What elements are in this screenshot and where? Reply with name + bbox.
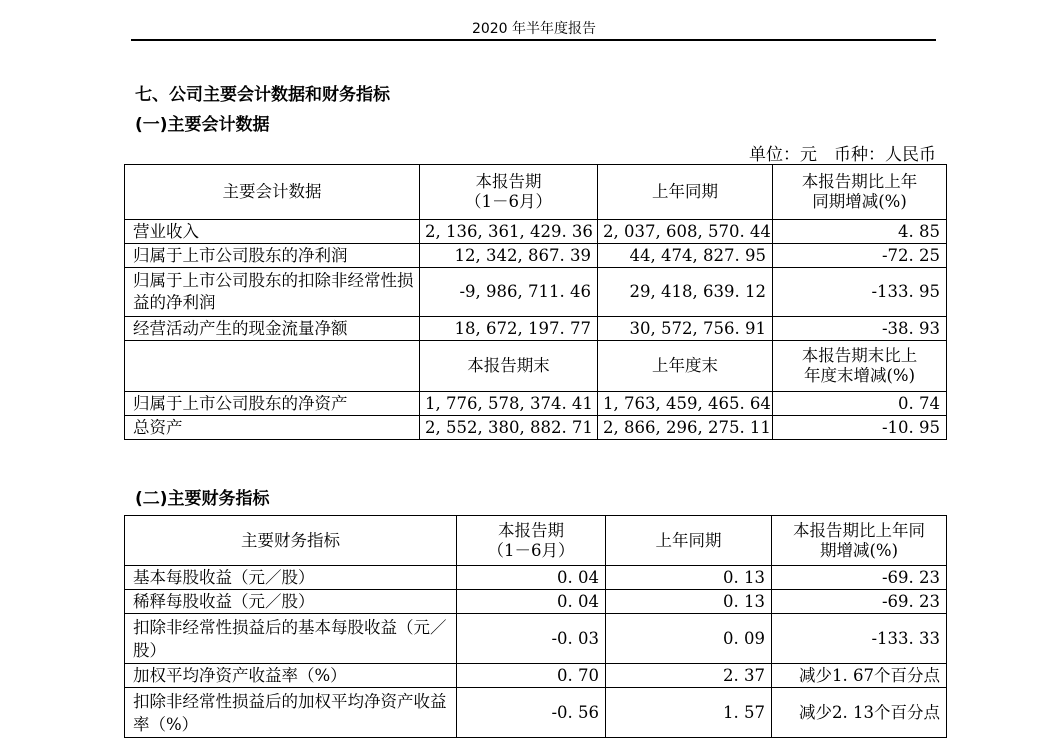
- row-label: 归属于上市公司股东的净利润: [125, 244, 420, 268]
- row-label: 基本每股收益（元／股）: [125, 566, 457, 590]
- header-line: 年度末增减(%): [803, 366, 916, 385]
- current-value: 1, 776, 578, 374. 41: [420, 392, 598, 416]
- current-value: 18, 672, 197. 77: [420, 317, 598, 341]
- prior-value: 0. 13: [606, 566, 772, 590]
- table-row: [125, 244, 947, 268]
- header-cell: [773, 341, 947, 392]
- header-line: 本报告期: [475, 172, 542, 191]
- header-cell: [420, 165, 598, 220]
- header-cell: 主要财务指标: [125, 516, 457, 566]
- table-header-row: [125, 165, 947, 220]
- financial-indicators-table: [124, 515, 947, 738]
- row-label: 归属于上市公司股东的扣除非经常性损益的净利润: [125, 268, 420, 317]
- section-title: 七、公司主要会计数据和财务指标: [135, 85, 390, 105]
- header-divider: [131, 39, 936, 41]
- prior-value: 30, 572, 756. 91: [598, 317, 773, 341]
- current-value: 2, 552, 380, 882. 71: [420, 416, 598, 440]
- table-row: [125, 416, 947, 440]
- prior-value: 44, 474, 827. 95: [598, 244, 773, 268]
- header-cell: [457, 516, 606, 566]
- prior-value: 1, 763, 459, 465. 64: [598, 392, 773, 416]
- table-subheader-row: [125, 341, 947, 392]
- current-value: 2, 136, 361, 429. 36: [420, 220, 598, 244]
- accounting-data-table: [124, 164, 947, 440]
- prior-value: 2, 866, 296, 275. 11: [598, 416, 773, 440]
- table-row: [125, 590, 947, 614]
- report-header: 2020 年半年度报告: [471, 21, 597, 37]
- header-line: 本报告期: [498, 520, 564, 540]
- header-line: 本报告期比上年同: [793, 520, 925, 540]
- prior-value: 2, 037, 608, 570. 44: [598, 220, 773, 244]
- header-cell: 上年同期: [598, 165, 773, 220]
- header-cell: [125, 341, 420, 392]
- prior-value: 2. 37: [606, 664, 772, 688]
- table-row: [125, 392, 947, 416]
- prior-value: 0. 13: [606, 590, 772, 614]
- table-row: [125, 664, 947, 688]
- header-line: 本报告期比上年: [801, 172, 918, 191]
- current-value: 12, 342, 867. 39: [420, 244, 598, 268]
- subsection-title-financial: (二)主要财务指标: [135, 489, 270, 509]
- header-line: （1－6月）: [487, 540, 575, 560]
- current-value: -0. 03: [457, 614, 606, 664]
- table-row: [125, 614, 947, 664]
- header-cell: 主要会计数据: [125, 165, 420, 220]
- header-cell: 上年度末: [598, 341, 773, 392]
- unit-currency-note: 单位：元 币种：人民币: [749, 145, 936, 165]
- table-row: [125, 566, 947, 590]
- prior-value: 29, 418, 639. 12: [598, 268, 773, 317]
- subsection-title-accounting: (一)主要会计数据: [135, 115, 270, 135]
- header-cell: [773, 165, 947, 220]
- row-label: 归属于上市公司股东的净资产: [125, 392, 420, 416]
- table-row: [125, 688, 947, 738]
- change-value: 减少1. 67个百分点: [772, 664, 947, 688]
- current-value: -9, 986, 711. 46: [420, 268, 598, 317]
- row-label: 稀释每股收益（元／股）: [125, 590, 457, 614]
- table-header-row: [125, 516, 947, 566]
- row-label: 扣除非经常性损益后的加权平均净资产收益率（%）: [125, 688, 457, 738]
- prior-value: 0. 09: [606, 614, 772, 664]
- table-row: [125, 220, 947, 244]
- header-cell: [772, 516, 947, 566]
- change-value: -133. 95: [773, 268, 947, 317]
- change-value: 4. 85: [773, 220, 947, 244]
- row-label: 加权平均净资产收益率（%）: [125, 664, 457, 688]
- change-value: -69. 23: [772, 566, 947, 590]
- header-line: 同期增减(%): [812, 192, 907, 211]
- header-line: （1－6月）: [465, 192, 552, 211]
- table-row: [125, 268, 947, 317]
- change-value: -69. 23: [772, 590, 947, 614]
- change-value: -10. 95: [773, 416, 947, 440]
- header-line: 期增减(%): [819, 540, 899, 560]
- change-value: 0. 74: [773, 392, 947, 416]
- row-label: 营业收入: [125, 220, 420, 244]
- row-label: 扣除非经常性损益后的基本每股收益（元／股）: [125, 614, 457, 664]
- row-label: 经营活动产生的现金流量净额: [125, 317, 420, 341]
- current-value: 0. 04: [457, 566, 606, 590]
- current-value: 0. 04: [457, 590, 606, 614]
- change-value: -133. 33: [772, 614, 947, 664]
- change-value: -38. 93: [773, 317, 947, 341]
- change-value: -72. 25: [773, 244, 947, 268]
- prior-value: 1. 57: [606, 688, 772, 738]
- header-line: 本报告期末比上: [801, 346, 918, 365]
- header-cell: 上年同期: [606, 516, 772, 566]
- header-cell: 本报告期末: [420, 341, 598, 392]
- current-value: -0. 56: [457, 688, 606, 738]
- current-value: 0. 70: [457, 664, 606, 688]
- row-label: 总资产: [125, 416, 420, 440]
- change-value: 减少2. 13个百分点: [772, 688, 947, 738]
- table-row: [125, 317, 947, 341]
